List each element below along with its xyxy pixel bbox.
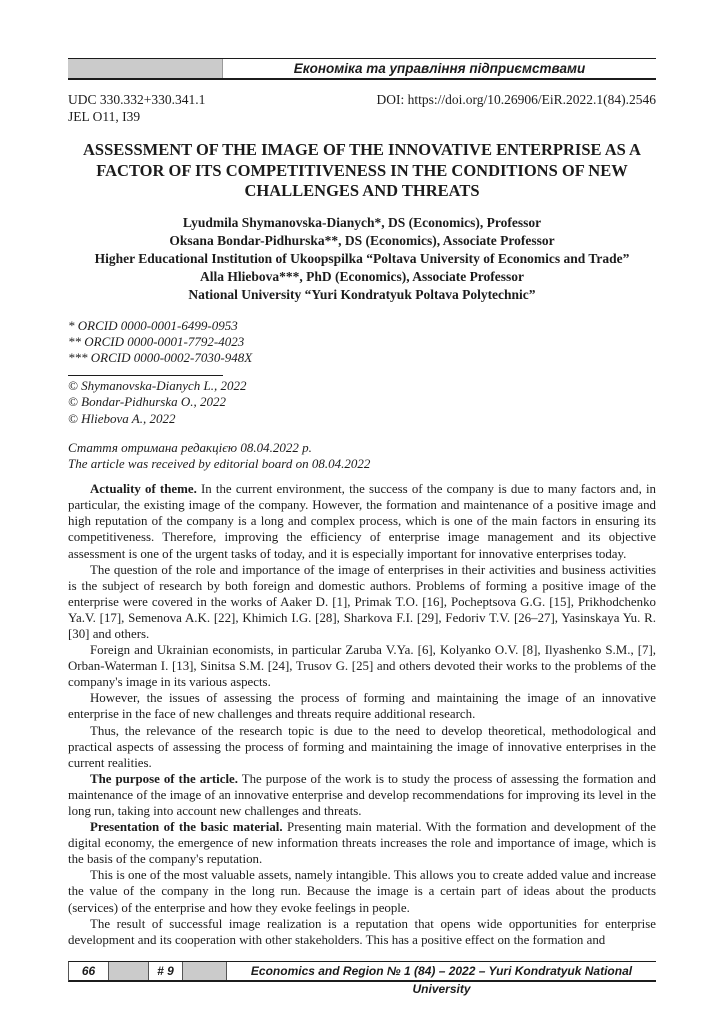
paragraph-text: However, the issues of assessing the process of forming and maintaining the image of an innovative enterprise in the face of new challenges and threats require additional research. xyxy=(68,691,656,722)
author-line: Oksana Bondar-Pidhurska**, DS (Economics), Associate Professor xyxy=(169,232,555,248)
orcid-line: ** ORCID 0000-0001-7792-4023 xyxy=(68,333,245,349)
paragraph-lead: The purpose of the article. xyxy=(90,771,238,786)
paragraph xyxy=(68,771,656,819)
orcid-line: *** ORCID 0000-0002-7030-948X xyxy=(68,349,253,365)
orcid-line: * ORCID 0000-0001-6499-0953 xyxy=(68,317,238,333)
author-line: Lyudmila Shymanovska-Dianych*, DS (Economics), Professor xyxy=(182,214,542,230)
footer-gray-block xyxy=(109,962,149,980)
copyright-divider xyxy=(68,375,223,376)
author-affiliation: National University “Yuri Kondratyuk Poltava Polytechnic” xyxy=(188,286,536,302)
received-block xyxy=(68,440,656,472)
paragraph-text: Foreign and Ukrainian economists, in particular Zaruba V.Ya. [6], Kolyanko O.V. [8], Ilyashenko S.M., [7], Orban-Waterman I. [13], Sinitsa S.M. [24], Trusov G. [25] and others devoted their works to the problems of the company's image in its various aspects. xyxy=(68,643,656,690)
copyright-line: © Bondar-Pidhurska O., 2022 xyxy=(68,394,227,410)
page-footer xyxy=(68,961,656,996)
received-line-en: The article was received by editorial board on 08.04.2022 xyxy=(68,455,371,471)
section-title: Економіка та управління підприємствами xyxy=(293,61,586,76)
paragraph xyxy=(68,690,656,722)
doi-line: DOI: https://doi.org/10.26906/EiR.2022.1(84).2546 xyxy=(376,92,656,107)
paragraph xyxy=(68,916,656,948)
paragraph-lead: Presentation of the basic material. xyxy=(90,820,283,835)
udc-code: UDC 330.332+330.341.1 xyxy=(68,92,206,107)
paragraph-text: Thus, the relevance of the research topic is due to the need to develop theoretical, methodological and practical aspects of assessing the process of forming and maintaining the image of innovative enterprises in the current realities. xyxy=(68,723,656,770)
paragraph xyxy=(68,867,656,915)
journal-line: Economics and Region № 1 (84) – 2022 – Yuri Kondratyuk National University xyxy=(250,964,633,996)
paragraph-text: Presenting main material. With the formation and development of the digital economy, the emergence of new information threats increases the role and importance of image, which is the basis of the company's reputation. xyxy=(68,820,656,867)
running-head xyxy=(68,58,656,80)
copyright-line: © Shymanovska-Dianych L., 2022 xyxy=(68,378,247,394)
issue-mark: # 9 xyxy=(149,962,183,980)
meta-row xyxy=(68,91,656,108)
running-head-gray-block xyxy=(68,59,223,78)
authors-block xyxy=(68,214,656,304)
paragraph xyxy=(68,481,656,561)
author-line: Alla Hliebova***, PhD (Economics), Associate Professor xyxy=(199,268,525,284)
article-title: ASSESSMENT OF THE IMAGE OF THE INNOVATIVE ENTERPRISE AS A FACTOR OF ITS COMPETITIVENESS IN THE CONDITIONS OF NEW CHALLENGES AND THREATS xyxy=(83,140,641,200)
paragraph xyxy=(68,562,656,642)
paragraph xyxy=(68,723,656,771)
jel-code: JEL O11, I39 xyxy=(68,109,141,124)
paragraph-text: The result of successful image realization is a reputation that opens wide opportunities for enterprise development and its cooperation with other stakeholders. This has a positive effect on the formation and xyxy=(68,916,656,947)
paragraph xyxy=(68,642,656,690)
paragraph-text: The question of the role and importance of the image of enterprises in their activities and business activities is the subject of research by both foreign and domestic authors. Problems of forming a positive image of the enterprise were covered in the works of Aaker D. [1], Primak T.O. [16], Pocheptsova G.G. [15], Prikhodchenko Ya.V. [17], Semenova A.K. [22], Khimich I.G. [28], Sharkova F.I. [29], Fedoriv T.V. [26–27], Yasinskaya Yu. R. [30] and others. xyxy=(68,562,656,641)
paragraph xyxy=(68,819,656,867)
paragraph-text: This is one of the most valuable assets, namely intangible. This allows you to create added value and increase the value of the company in the long run. Because the image is a certain part of ideas about the products (services) of the enterprise and how they evoke feelings in people. xyxy=(68,868,656,915)
paragraph-text: In the current environment, the success of the company is due to many factors and, in particular, the existing image of the company. However, the formation and maintenance of a positive image and high reputation of the company is a long and complex process, which is one of the main factors in ensuring its competitiveness. Therefore, improving the efficiency of enterprise image management and its objective assessment is one of the urgent tasks of today, and it is especially important for innovative enterprises today. xyxy=(68,482,656,561)
copyright-block xyxy=(68,378,656,427)
received-line-uk: Стаття отримана редакцією 08.04.2022 р. xyxy=(68,439,312,455)
orcid-block xyxy=(68,318,656,367)
copyright-line: © Hliebova A., 2022 xyxy=(68,410,176,426)
author-affiliation: Higher Educational Institution of Ukoopspilka “Poltava University of Economics and Trade” xyxy=(94,250,630,266)
article-body xyxy=(68,481,656,948)
footer-gray-block xyxy=(183,962,227,980)
page-number: 66 xyxy=(69,962,109,980)
paragraph-text: The purpose of the work is to study the process of assessing the formation and maintenance of the image of an innovative enterprise and develop recommendations for improving its level in the long run, taking into account new challenges and threats. xyxy=(68,771,656,818)
paragraph-lead: Actuality of theme. xyxy=(90,482,197,497)
